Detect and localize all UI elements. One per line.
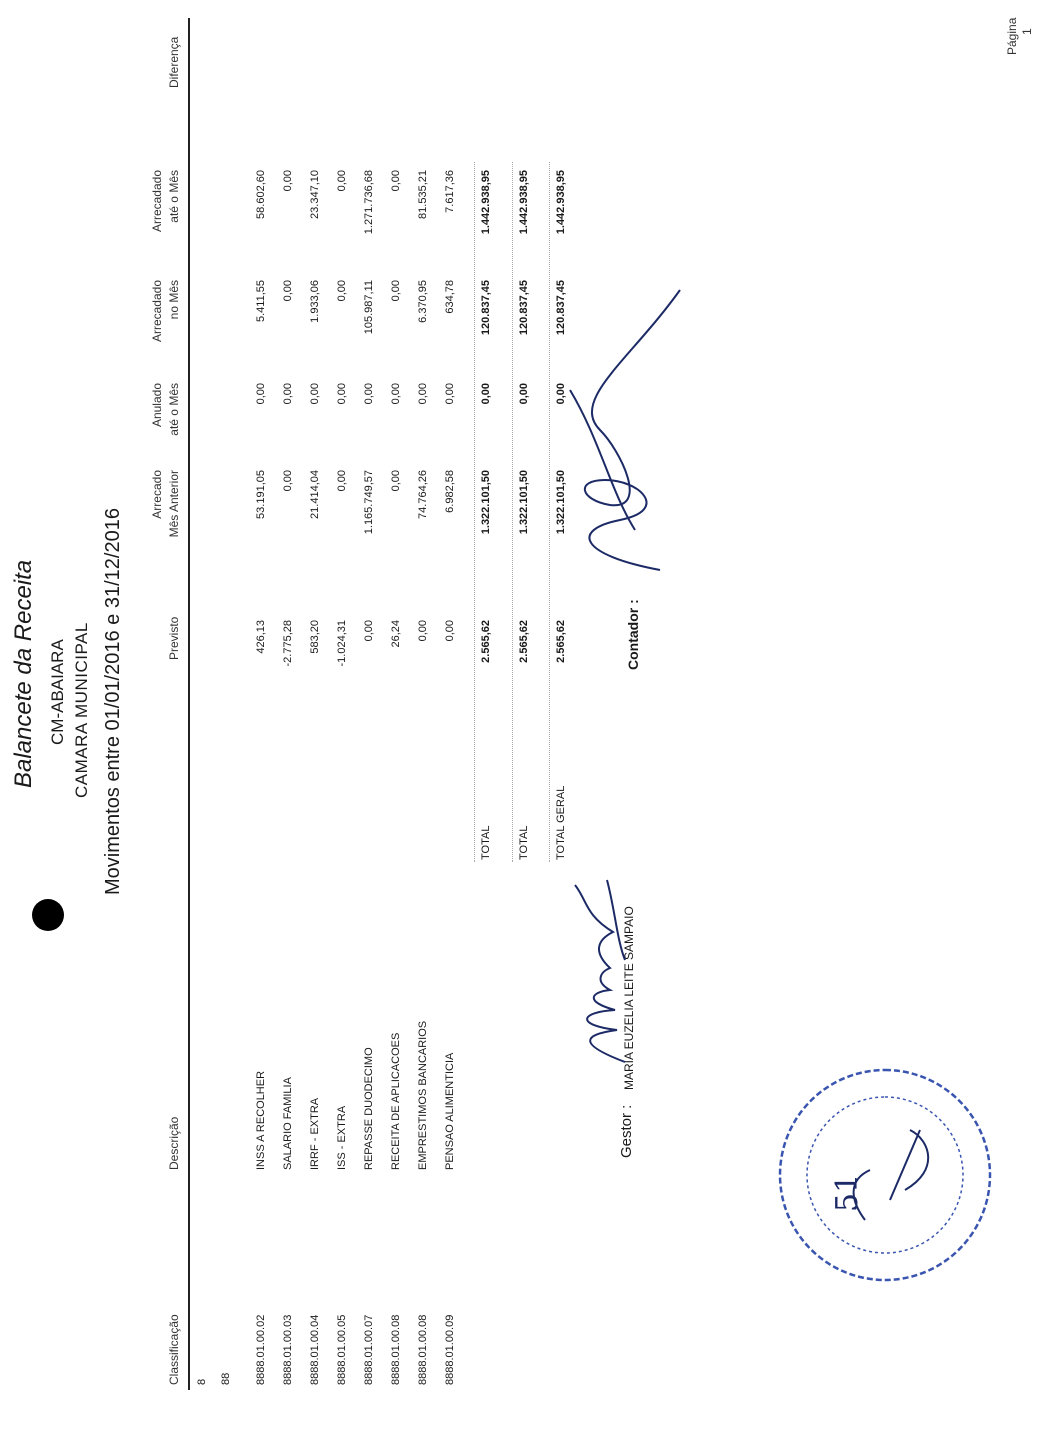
row-descricao: EMPRESTIMOS BANCARIOS	[417, 1020, 429, 1170]
row-arrecadado-ate: 58.602,60	[255, 170, 267, 219]
row-anulado: 0,00	[363, 383, 375, 405]
col-header-mes-anterior: Mês Anterior	[167, 470, 181, 538]
row-anulado: 0,00	[309, 383, 321, 405]
row-arrecadado-ate: 0,00	[282, 170, 294, 192]
row-descricao: SALARIO FAMILIA	[282, 1077, 294, 1170]
row-arrecadado-anterior: 53.191,05	[255, 470, 267, 519]
total-label: TOTAL	[518, 825, 530, 860]
total-arrecadado-anterior: 1.322.101,50	[518, 470, 530, 535]
col-header-no-mes: no Mês	[167, 280, 181, 320]
row-classificacao: 8888.01.00.02	[255, 1314, 267, 1385]
col-header-descricao: Descrição	[167, 1116, 181, 1170]
row-anulado: 0,00	[255, 383, 267, 405]
row-anulado: 0,00	[282, 383, 294, 405]
total-arrecadado-mes: 120.837,45	[480, 280, 492, 336]
total-arrecadado-ate: 1.442.938,95	[480, 170, 492, 235]
page-label: Página	[1005, 17, 1019, 55]
row-arrecadado-anterior: 0,00	[390, 470, 402, 492]
row-arrecadado-mes: 6.370,95	[417, 280, 429, 323]
col-header-arrecadado-ate: Arrecadado	[150, 170, 164, 233]
group-code: 88	[220, 1372, 232, 1385]
total-rule	[512, 162, 513, 862]
punch-hole	[32, 899, 64, 931]
row-anulado: 0,00	[417, 383, 429, 405]
row-classificacao: 8888.01.00.03	[282, 1314, 294, 1385]
row-arrecadado-anterior: 0,00	[336, 470, 348, 492]
row-previsto: 583,20	[309, 620, 321, 654]
total-arrecadado-mes: 120.837,45	[518, 280, 530, 336]
col-header-anulado-ate: até o Mês	[167, 383, 181, 436]
row-previsto: 426,13	[255, 620, 267, 654]
row-descricao: INSS A RECOLHER	[255, 1070, 267, 1170]
total-previsto: 2.565,62	[518, 620, 530, 663]
row-arrecadado-mes: 0,00	[336, 280, 348, 302]
page-number: 1	[1020, 28, 1034, 35]
row-arrecadado-ate: 1.271.736,68	[363, 170, 375, 235]
total-label: TOTAL	[480, 825, 492, 860]
total-arrecadado-anterior: 1.322.101,50	[555, 470, 567, 535]
report-period: Movimentos entre 01/01/2016 e 31/12/2016	[102, 508, 124, 895]
total-anulado: 0,00	[480, 383, 492, 405]
col-header-anulado: Anulado	[150, 383, 164, 428]
row-arrecadado-mes: 5.411,55	[255, 280, 267, 323]
total-arrecadado-ate: 1.442.938,95	[555, 170, 567, 235]
stamp-handwritten-number: 51	[830, 1173, 865, 1212]
row-anulado: 0,00	[390, 383, 402, 405]
row-arrecadado-ate: 0,00	[336, 170, 348, 192]
row-arrecadado-ate: 0,00	[390, 170, 402, 192]
col-header-classificacao: Classificação	[167, 1314, 181, 1385]
row-arrecadado-anterior: 0,00	[282, 470, 294, 492]
row-previsto: 26,24	[390, 620, 402, 648]
row-classificacao: 8888.01.00.08	[390, 1314, 402, 1385]
row-classificacao: 8888.01.00.04	[309, 1314, 321, 1385]
col-header-arrecadado-anterior: Arrecado	[150, 470, 164, 519]
row-descricao: IRRF - EXTRA	[309, 1097, 321, 1170]
entity-name: CM-ABAIARA	[48, 639, 67, 745]
report-title: Balancete da Receita	[10, 559, 37, 788]
col-header-ate-mes: até o Mês	[167, 170, 181, 223]
row-previsto: 0,00	[417, 620, 429, 642]
row-arrecadado-mes: 634,78	[444, 280, 456, 314]
row-arrecadado-ate: 23.347,10	[309, 170, 321, 219]
row-classificacao: 8888.01.00.07	[363, 1314, 375, 1385]
row-arrecadado-anterior: 21.414,04	[309, 470, 321, 519]
row-previsto: -2.775,28	[282, 620, 294, 667]
row-arrecadado-mes: 105.987,11	[363, 280, 375, 335]
gestor-label: Gestor :	[618, 1104, 635, 1158]
total-label: TOTAL GERAL	[555, 785, 567, 860]
row-descricao: RECEITA DE APLICACOES	[390, 1032, 402, 1170]
row-descricao: REPASSE DUODECIMO	[363, 1047, 375, 1170]
total-arrecadado-ate: 1.442.938,95	[518, 170, 530, 235]
col-header-arrecadado-mes: Arrecadado	[150, 280, 164, 343]
header-rule	[188, 18, 190, 1390]
group-code: 8	[196, 1378, 208, 1385]
row-arrecadado-anterior: 1.165.749,57	[363, 470, 375, 535]
total-anulado: 0,00	[518, 383, 530, 405]
row-descricao: ISS - EXTRA	[336, 1105, 348, 1170]
row-arrecadado-anterior: 74.764,26	[417, 470, 429, 519]
row-anulado: 0,00	[444, 383, 456, 405]
row-previsto: 0,00	[444, 620, 456, 642]
department-name: CAMARA MUNICIPAL	[72, 622, 91, 798]
row-classificacao: 8888.01.00.09	[444, 1314, 456, 1385]
contador-signature	[540, 270, 690, 590]
row-arrecadado-mes: 1.933,06	[309, 280, 321, 323]
camara-municipal-stamp	[770, 1060, 1000, 1290]
row-previsto: -1.024,31	[336, 620, 348, 667]
total-arrecadado-mes: 120.837,45	[555, 280, 567, 336]
row-classificacao: 8888.01.00.08	[417, 1314, 429, 1385]
gestor-signature	[555, 870, 640, 1070]
row-arrecadado-ate: 7.617,36	[444, 170, 456, 213]
row-anulado: 0,00	[336, 383, 348, 405]
total-arrecadado-anterior: 1.322.101,50	[480, 470, 492, 535]
row-arrecadado-anterior: 6.982,58	[444, 470, 456, 513]
row-descricao: PENSAO ALIMENTICIA	[444, 1052, 456, 1170]
row-arrecadado-mes: 0,00	[390, 280, 402, 302]
total-rule	[474, 162, 475, 862]
row-arrecadado-ate: 81.535,21	[417, 170, 429, 219]
total-previsto: 2.565,62	[555, 620, 567, 663]
row-arrecadado-mes: 0,00	[282, 280, 294, 302]
total-previsto: 2.565,62	[480, 620, 492, 663]
col-header-diferenca: Diferença	[167, 36, 181, 88]
row-previsto: 0,00	[363, 620, 375, 642]
contador-label: Contador :	[625, 599, 641, 670]
row-classificacao: 8888.01.00.05	[336, 1314, 348, 1385]
col-header-previsto: Previsto	[167, 616, 181, 660]
total-anulado: 0,00	[555, 383, 567, 405]
gestor-name: MARIA EUZELIA LEITE SAMPAIO	[622, 906, 636, 1090]
